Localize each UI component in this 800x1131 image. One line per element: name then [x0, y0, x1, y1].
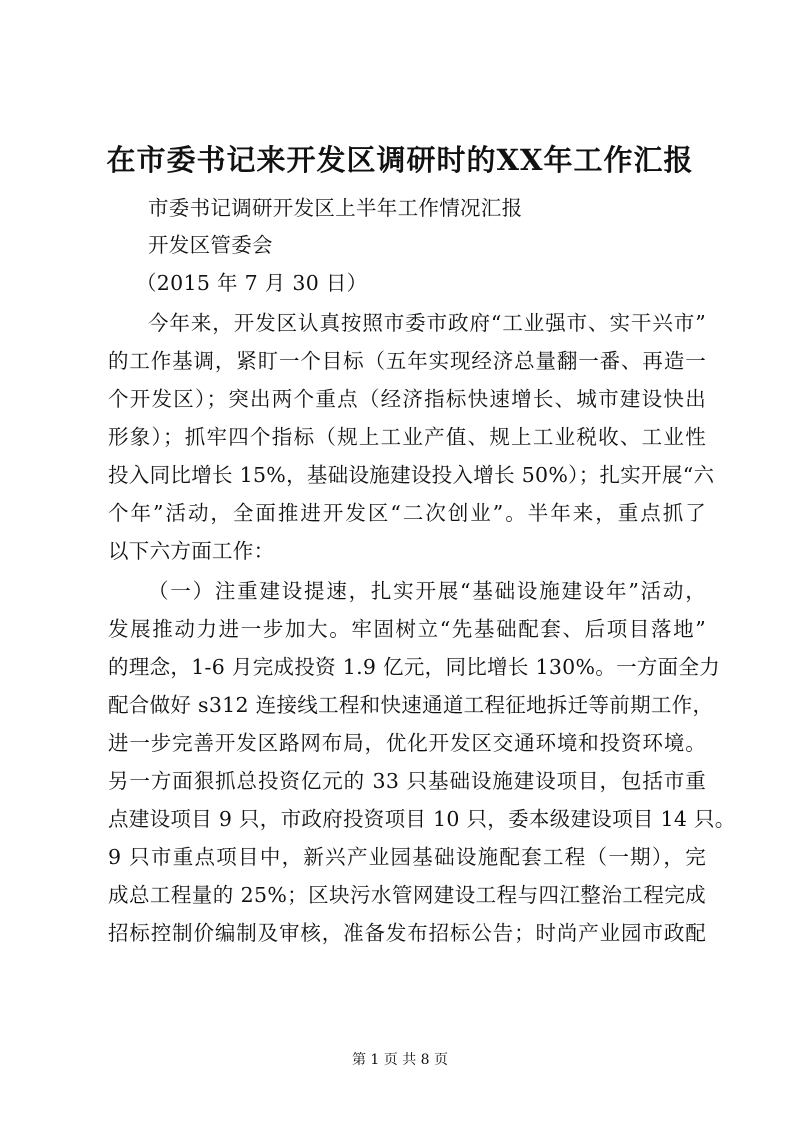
body-line: 另一方面狠抓总投资亿元的 33 只基础设施建设项目，包括市重 — [108, 769, 706, 793]
body-line: （一）注重建设提速，扎实开展“基础设施建设年”活动， — [148, 579, 706, 603]
body-line: 个年”活动，全面推进开发区“二次创业”。半年来，重点抓了 — [108, 501, 706, 525]
body-line: 9 只市重点项目中，新兴产业园基础设施配套工程（一期），完 — [108, 845, 706, 869]
body-line: 投入同比增长 15%，基础设施建设投入增长 50%）；扎实开展“六 — [108, 463, 715, 487]
body-line: 招标控制价编制及审核，准备发布招标公告；时尚产业园市政配 — [108, 921, 706, 945]
body-line: 发展推动力进一步加大。牢固树立“先基础配套、后项目落地” — [108, 617, 706, 641]
body-line: 今年来，开发区认真按照市委市政府“工业强市、实干兴市” — [148, 311, 706, 335]
body-line: 的工作基调，紧盯一个目标（五年实现经济总量翻一番、再造一 — [108, 349, 706, 373]
body-line: 点建设项目 9 只，市政府投资项目 10 只，委本级建设项目 14 只。 — [108, 807, 736, 831]
document-organization: 开发区管委会 — [148, 233, 273, 257]
body-line: 的理念，1-6 月完成投资 1.9 亿元，同比增长 130%。一方面全力 — [108, 655, 721, 679]
body-line: 个开发区）；突出两个重点（经济指标快速增长、城市建设快出 — [108, 387, 706, 411]
document-subtitle: 市委书记调研开发区上半年工作情况汇报 — [148, 196, 523, 220]
body-line: 以下六方面工作： — [108, 539, 275, 563]
document-title: 在市委书记来开发区调研时的XX年工作汇报 — [106, 143, 694, 177]
document-date: （2015 年 7 月 30 日） — [136, 271, 368, 295]
body-line: 进一步完善开发区路网布局，优化开发区交通环境和投资环境。 — [108, 731, 706, 755]
page-footer: 第 1 页 共 8 页 — [351, 1052, 449, 1068]
body-line: 配合做好 s312 连接线工程和快速通道工程征地拆迁等前期工作， — [108, 693, 714, 717]
body-line: 形象）；抓牢四个指标（规上工业产值、规上工业税收、工业性 — [108, 425, 706, 449]
body-line: 成总工程量的 25%；区块污水管网建设工程与四江整治工程完成 — [108, 883, 706, 907]
